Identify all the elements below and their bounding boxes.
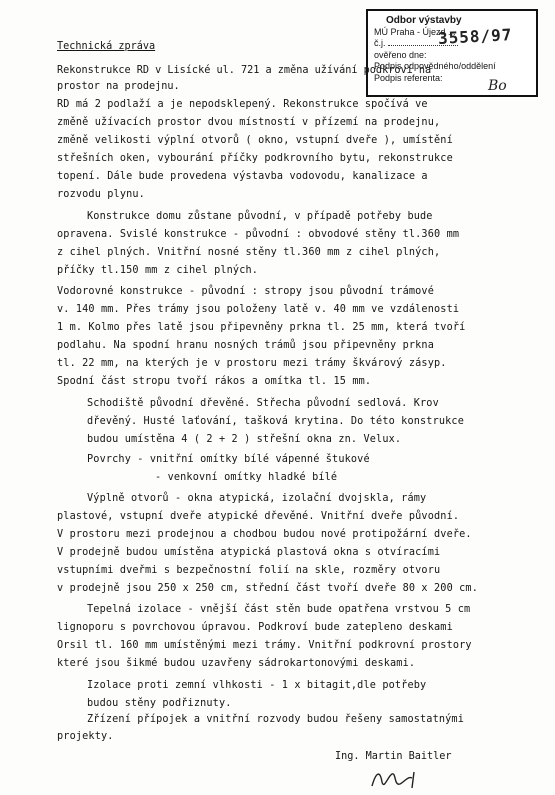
text-line: vstupními dveřmi s bezpečnostní folií na skle, rozměry otvoru	[57, 565, 441, 576]
text-line: 1 m. Kolmo přes latě jsou připevněny prkna tl. 25 mm, která tvoří	[57, 322, 466, 333]
text-line: dřevěný. Husté laťování, tašková krytina. Do této konstrukce	[87, 416, 465, 427]
text-line: Schodiště původní dřevěné. Střecha původní sedlová. Krov	[87, 398, 439, 409]
document-heading: Technická zpráva	[57, 41, 156, 52]
text-line: Spodní část stropu tvoří rákos a omítka tl. 15 mm.	[57, 376, 372, 387]
text-line: které jsou šikmé budou uzavřeny sádrokartonovými deskami.	[57, 658, 416, 669]
text-line: Výplně otvorů - okna atypická, izolační dvojskla, rámy	[87, 493, 427, 504]
text-line: změně užívacích prostor dvou místností v přízemí na prodejnu,	[57, 117, 441, 128]
stamp-cj-label: č.j.	[374, 38, 386, 48]
stamp-referent-sign: Bo	[488, 78, 507, 94]
text-line: z cihel plných. Vnitřní nosné stěny tl.360 mm z cihel plných,	[57, 247, 441, 258]
text-line: - venkovní omítky hladké bílé	[155, 472, 338, 483]
document-subheading-2: prostor na prodejnu.	[57, 81, 180, 92]
text-line: topení. Dále bude provedena výstavba vodovodu, kanalizace a	[57, 171, 428, 182]
text-line: budou umístěna 4 ( 2 + 2 ) střešní okna zn. Velux.	[87, 434, 402, 445]
text-line: v prodejně jsou 250 x 250 cm, střední část tvoří dveře 80 x 200 cm.	[57, 583, 478, 594]
handwritten-signature	[368, 766, 428, 792]
text-line: Vodorovné konstrukce - původní : stropy jsou původní trámové	[57, 286, 435, 297]
document-subheading-1: Rekonstrukce RD v Lisícké ul. 721 a změna užívání podkroví na	[57, 65, 432, 76]
text-line: Tepelná izolace - vnější část stěn bude opatřena vrstvou 5 cm	[87, 604, 471, 615]
text-line: rozvodu plynu.	[57, 189, 145, 200]
text-line: podlahu. Na spodní hranu nosných trámů jsou připevněny prkna	[57, 340, 435, 351]
text-line: tl. 22 mm, na kterých je v prostoru mezi trámy škvárový zásyp.	[57, 358, 447, 369]
text-line: Povrchy - vnitřní omítky bílé vápenné štukové	[87, 454, 370, 465]
signature-name: Ing. Martin Baitler	[335, 751, 452, 762]
text-line: Izolace proti zemní vlhkosti - 1 x bitagit,dle potřeby	[87, 680, 427, 691]
text-line: Orsil tl. 160 mm umístěnými mezi trámy. Vnitřní podkrovní prostory	[57, 640, 472, 651]
text-line: RD má 2 podlaží a je nepodsklepený. Rekonstrukce spočívá ve	[57, 99, 428, 110]
text-line: V prodejně budou umístěna atypická plastová okna s otvíracími	[57, 547, 441, 558]
text-line: V prostoru mezi prodejnou a chodbou budou nové protipožární dveře.	[57, 529, 472, 540]
text-line: plastové, vstupní dveře atypické dřevěné. Vnitřní dveře původní.	[57, 511, 460, 522]
text-line: příčky tl.150 mm z cihel plných.	[57, 265, 259, 276]
text-line: Konstrukce domu zůstane původní, v případě potřeby bude	[87, 211, 433, 222]
stamp-handwritten-number: 3558/97	[437, 25, 513, 48]
stamp-referent: Podpis referenta:	[374, 72, 443, 83]
text-line: změně velikosti výplní otvorů ( okno, vstupní dveře ), umístění	[57, 135, 453, 146]
text-line: projekty.	[57, 731, 114, 742]
text-line: v. 140 mm. Přes trámy jsou položeny latě v. 40 mm ve vzdálenosti	[57, 304, 460, 315]
office-stamp	[366, 9, 538, 97]
text-line: Zřízení přípojek a vnitřní rozvody budou řešeny samostatnými	[87, 714, 465, 725]
stamp-overeno: ověřeno dne:	[374, 49, 427, 60]
stamp-podpis: Podpis odpovědného/oddělení	[374, 61, 496, 71]
text-line: opravena. Svislé konstrukce - původní : obvodové stěny tl.360 mm	[57, 229, 460, 240]
stamp-title: Odbor výstavby	[386, 15, 462, 26]
stamp-office: MÚ Praha - Újezd ...	[374, 26, 456, 37]
text-line: střešních oken, vybourání příčky podkrovního bytu, rekonstrukce	[57, 153, 453, 164]
text-line: lignoporu s povrchovou úpravou. Podkroví bude zatepleno deskami	[57, 622, 453, 633]
text-line: budou stěny podřiznuty.	[87, 698, 232, 709]
